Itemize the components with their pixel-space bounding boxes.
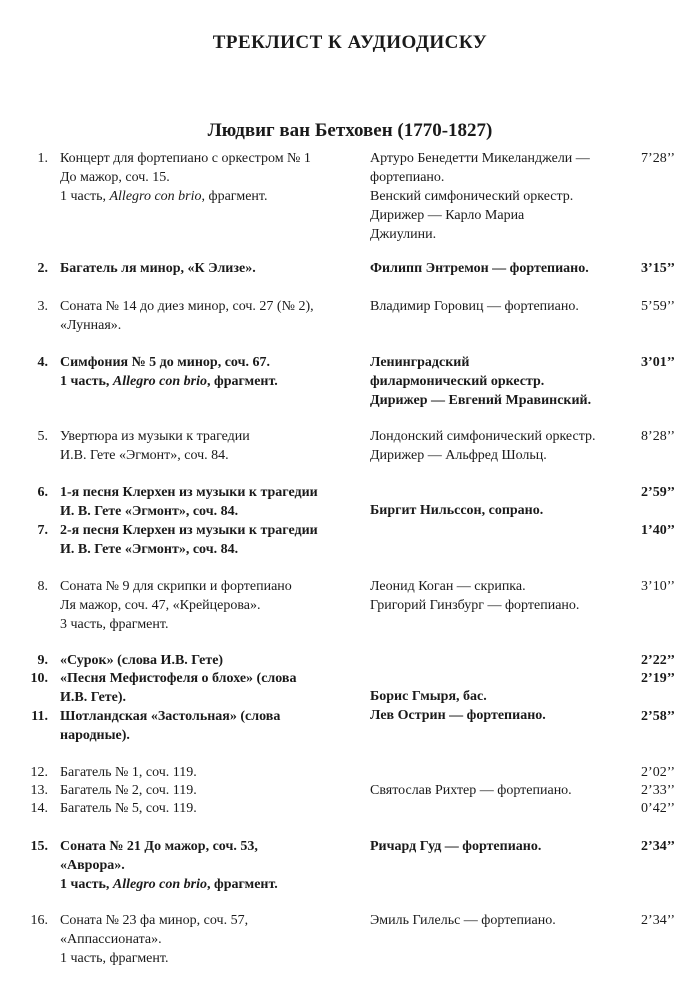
text-line: Ля мажор, соч. 47, «Крейцерова».	[60, 598, 261, 613]
track-work	[60, 799, 360, 818]
track-number: 15.	[30, 839, 48, 854]
track-duration: 7’28’’	[641, 151, 675, 166]
text-line: Соната № 21 До мажор, соч. 53,	[60, 839, 258, 854]
track-number: 8.	[37, 579, 48, 594]
text-line: Багатель ля минор, «К Элизе».	[60, 261, 256, 276]
text-line: филармонический оркестр.	[370, 374, 545, 389]
text-line: 2-я песня Клерхен из музыки к трагедии	[60, 523, 318, 538]
track-duration: 8’28’’	[641, 429, 675, 444]
text-line: Соната № 23 фа минор, соч. 57,	[60, 913, 249, 928]
track-number: 9.	[37, 653, 48, 668]
text-line: Святослав Рихтер — фортепиано.	[370, 783, 572, 798]
track-number: 6.	[37, 485, 48, 500]
track-duration: 3’10’’	[641, 579, 675, 594]
track-performers	[370, 427, 630, 465]
track-duration: 2’02’’	[641, 765, 675, 780]
track-work	[60, 911, 360, 968]
composer-heading: Людвиг ван Бетховен (1770-1827)	[207, 120, 493, 141]
text-line: Дирижер — Альфред Шольц.	[370, 448, 547, 463]
track-number: 4.	[37, 355, 48, 370]
track-duration: 2’33’’	[641, 783, 675, 798]
track-duration: 1’40’’	[641, 523, 675, 538]
track-number: 5.	[37, 429, 48, 444]
track-number: 10.	[30, 671, 48, 686]
track-work	[60, 651, 360, 670]
track-performers	[370, 837, 630, 856]
text-line: И. В. Гете «Эгмонт», соч. 84.	[60, 504, 239, 519]
text-line: «Аврора».	[60, 858, 125, 873]
text-line: 1 часть, Allegro con brio, фрагмент.	[60, 189, 268, 204]
track-number: 14.	[30, 801, 48, 816]
text-line: Джиулини.	[370, 227, 437, 242]
track-performers	[370, 149, 630, 244]
track-performers	[370, 297, 630, 316]
track-duration: 3’01’’	[641, 355, 675, 370]
text-line: Венский симфонический оркестр.	[370, 189, 574, 204]
text-line: 1-я песня Клерхен из музыки к трагедии	[60, 485, 318, 500]
track-duration: 0’42’’	[641, 801, 675, 816]
text-line: И. В. Гете «Эгмонт», соч. 84.	[60, 542, 239, 557]
text-line: И.В. Гете «Эгмонт», соч. 84.	[60, 448, 229, 463]
track-work	[60, 707, 360, 745]
track-work	[60, 297, 360, 335]
text-line: «Сурок» (слова И.В. Гете)	[60, 653, 224, 668]
track-performers	[370, 259, 630, 278]
track-work	[60, 669, 360, 707]
text-line: Соната № 9 для скрипки и фортепиано	[60, 579, 292, 594]
text-line: Лев Острин — фортепиано.	[370, 708, 546, 723]
track-duration: 2’58’’	[641, 709, 675, 724]
track-work	[60, 353, 360, 391]
track-duration: 2’34’’	[641, 913, 675, 928]
text-line: Шотландская «Застольная» (слова	[60, 709, 281, 724]
track-work	[60, 837, 360, 894]
text-line: Леонид Коган — скрипка.	[370, 579, 526, 594]
text-line: Ленинградский	[370, 355, 470, 370]
track-work	[60, 521, 360, 559]
track-performers	[370, 781, 630, 800]
track-number: 3.	[37, 299, 48, 314]
text-line: Эмиль Гилельс — фортепиано.	[370, 913, 556, 928]
track-performers	[370, 577, 630, 615]
text-line: До мажор, соч. 15.	[60, 170, 170, 185]
track-work	[60, 427, 360, 465]
track-number: 1.	[37, 151, 48, 166]
text-line: Владимир Горовиц — фортепиано.	[370, 299, 579, 314]
text-line: Григорий Гинзбург — фортепиано.	[370, 598, 580, 613]
text-line: Увертюра из музыки к трагедии	[60, 429, 250, 444]
track-duration: 2’34’’	[641, 839, 675, 854]
text-line: Лондонский симфонический оркестр.	[370, 429, 596, 444]
track-number: 16.	[30, 913, 48, 928]
tempo-marking: Allegro con brio	[112, 374, 208, 389]
track-work	[60, 149, 360, 206]
text-line: «Аппассионата».	[60, 932, 162, 947]
track-duration: 5’59’’	[641, 299, 675, 314]
text-line: народные).	[60, 728, 130, 743]
track-performers	[370, 911, 630, 930]
text-line: Багатель № 1, соч. 119.	[60, 765, 197, 780]
track-duration: 2’19’’	[641, 671, 675, 686]
text-line: 3 часть, фрагмент.	[60, 617, 169, 632]
track-work	[60, 781, 360, 800]
track-number: 12.	[30, 765, 48, 780]
track-performers	[370, 687, 630, 725]
track-number: 7.	[37, 523, 48, 538]
track-number: 13.	[30, 783, 48, 798]
text-line: Багатель № 2, соч. 119.	[60, 783, 197, 798]
text-line: Дирижер — Евгений Мравинский.	[370, 393, 592, 408]
text-line: «Песня Мефистофеля о блохе» (слова	[60, 671, 297, 686]
text-line: Артуро Бенедетти Микеланджели —	[370, 151, 590, 166]
text-line: 1 часть, Allegro con brio, фрагмент.	[60, 374, 278, 389]
text-line: Багатель № 5, соч. 119.	[60, 801, 197, 816]
text-line: Дирижер — Карло Мариа	[370, 208, 525, 223]
text-line: Концерт для фортепиано с оркестром № 1	[60, 151, 311, 166]
track-work	[60, 763, 360, 782]
text-line: Ричард Гуд — фортепиано.	[370, 839, 542, 854]
track-number: 11.	[31, 709, 48, 724]
text-line: Соната № 14 до диез минор, соч. 27 (№ 2),	[60, 299, 314, 314]
tempo-marking: Allegro con brio	[112, 877, 208, 892]
track-number: 2.	[37, 261, 48, 276]
track-work	[60, 483, 360, 521]
track-performers	[370, 353, 630, 410]
text-line: фортепиано.	[370, 170, 445, 185]
track-performers	[370, 501, 630, 520]
track-duration: 2’22’’	[641, 653, 675, 668]
text-line: Филипп Энтремон — фортепиано.	[370, 261, 589, 276]
text-line: Симфония № 5 до минор, соч. 67.	[60, 355, 270, 370]
text-line: И.В. Гете).	[60, 690, 127, 705]
tempo-marking: Allegro con brio	[109, 189, 202, 204]
text-line: Борис Гмыря, бас.	[370, 689, 487, 704]
text-line: «Лунная».	[60, 318, 122, 333]
track-duration: 3’15’’	[641, 261, 675, 276]
track-work	[60, 259, 360, 278]
track-work	[60, 577, 360, 634]
track-duration: 2’59’’	[641, 485, 675, 500]
page-title: ТРЕКЛИСТ К АУДИОДИСКУ	[212, 32, 488, 53]
text-line: 1 часть, фрагмент.	[60, 951, 169, 966]
text-line: 1 часть, Allegro con brio, фрагмент.	[60, 877, 278, 892]
text-line: Биргит Нильссон, сопрано.	[370, 503, 544, 518]
